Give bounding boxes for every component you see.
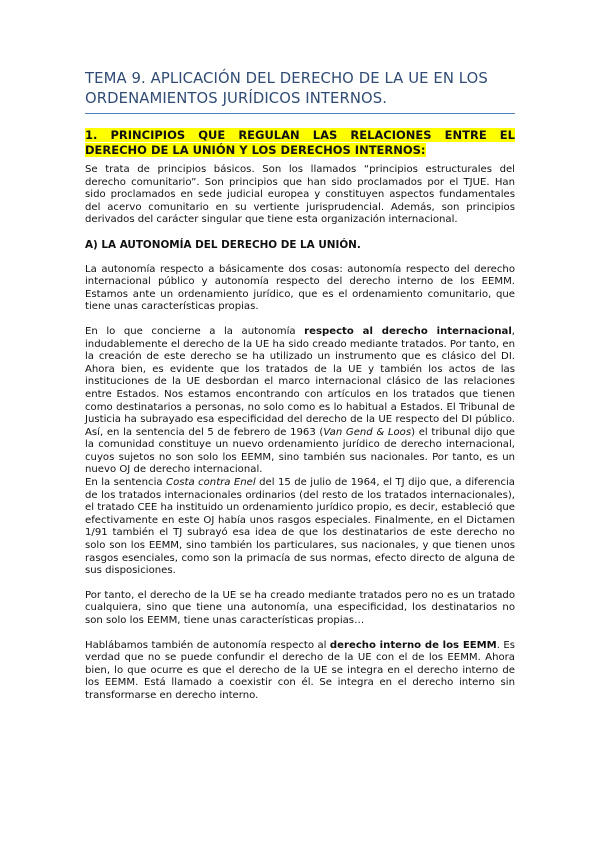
paragraph-international-law (85, 326, 515, 477)
paragraph-conclusion: Por tanto, el derecho de la UE se ha creado mediante tratados pero no es un tratado cualquiera, sino que tiene una autonomía, una especificidad, los destinatarios no son solo los EEMM, tiene unas características propias… (85, 589, 515, 626)
title-underline (85, 113, 515, 114)
section-1-heading (85, 128, 515, 158)
p3-case-name: Costa contra Enel (166, 477, 256, 489)
p2-case-name: Van Gend & Loos (323, 426, 412, 438)
page-title: TEMA 9. APLICACIÓN DEL DERECHO DE LA UE EN LOS ORDENAMIENTOS JURÍDICOS INTERNOS. (85, 70, 488, 107)
subsection-a-heading: A) LA AUTONOMÍA DEL DERECHO DE LA UNIÓN. (85, 238, 361, 251)
p3-text-end: del 15 de julio de 1964, el TJ dijo que, a diferencia de los tratados internacionales ordinarios (del resto de los tratados internacionales), el tratado CEE ha instituido un ordenamiento jurídico propio, es decir, estableció que efectivamente en este OJ había unos rasgos especiales. Finalmente, en el Dictamen 1/91 también el TJ subrayó esa idea de que los destinatarios de este derecho no solo son los EEMM, sino también los particulares, sus nacionales, y que tienen unos rasgos esenciales, como son la primacía de sus normas, efecto directo de alguna de sus disposiciones. (85, 477, 515, 577)
section-1-heading-text: 1. PRINCIPIOS QUE REGULAN LAS RELACIONES ENTRE EL DERECHO DE LA UNIÓN Y LOS DERECHOS INTERNOS: (85, 128, 515, 157)
paragraph-costa-enel (85, 477, 515, 578)
intro-paragraph: Se trata de principios básicos. Son los llamados “principios estructurales del derecho comunitario”. Son principios que han sido proclamados por el TJUE. Han sido proclamados en sede judicial europea y constituyen aspectos fundamentales del acervo comunitario en su vertiente jurisprudencial. Además, son principios derivados del carácter singular que tiene esta organización internacional. (85, 164, 515, 226)
p2-text-mid: , indudablemente el derecho de la UE ha sido creado mediante tratados. Por tanto, en la creación de este derecho se ha utilizado un instrumento que es clásico del DI. Ahora bien, es evidente que los tratados de la UE y también los actos de las instituciones de la UE desbordan el marco internacional clásico de las relaciones entre Estados. Nos estamos encontrando con artículos en los tratados que tienen como destinatarios a personas, no solo como es lo habitual a Estados. El Tribunal de Justicia ha subrayado esa especificidad del derecho de la UE respecto del DI público. Así, en la sentencia del 5 de febrero de 1963 ( (85, 325, 515, 438)
document-body (85, 164, 515, 703)
p3-text-start: En la sentencia (85, 477, 167, 489)
p5-bold-term: derecho interno de los EEMM (329, 639, 497, 651)
p2-text-end: ) el tribunal dijo que la comunidad constituye un nuevo ordenamiento jurídico de derecho internacional, cuyos sujetos no son solo los EEMM, sino también sus nacionales. Por tanto, es un nuevo OJ de derecho internacional. (85, 426, 515, 476)
p5-text-start: Hablábamos también de autonomía respecto al (85, 639, 330, 651)
paragraph-internal-law (85, 640, 515, 703)
paragraph-autonomy-intro: La autonomía respecto a básicamente dos cosas: autonomía respecto del derecho internacional público y autonomía respecto del derecho interno de los EEMM. Estamos ante un ordenamiento jurídico, que es el ordenamiento comunitario, que tiene unas características propias. (85, 263, 515, 313)
p5-text-end: . Es verdad que no se puede confundir el derecho de la UE con el de los EEMM. Ahora bien, lo que ocurre es que el derecho de la UE se integra en el derecho interno de los EEMM. Está llamado a coexistir con él. Se integra en el derecho interno sin transformarse en derecho interno. (85, 639, 515, 701)
p2-bold-term: respecto al derecho internacional (304, 325, 512, 337)
p2-text-start: En lo que concierne a la autonomía (85, 325, 305, 337)
